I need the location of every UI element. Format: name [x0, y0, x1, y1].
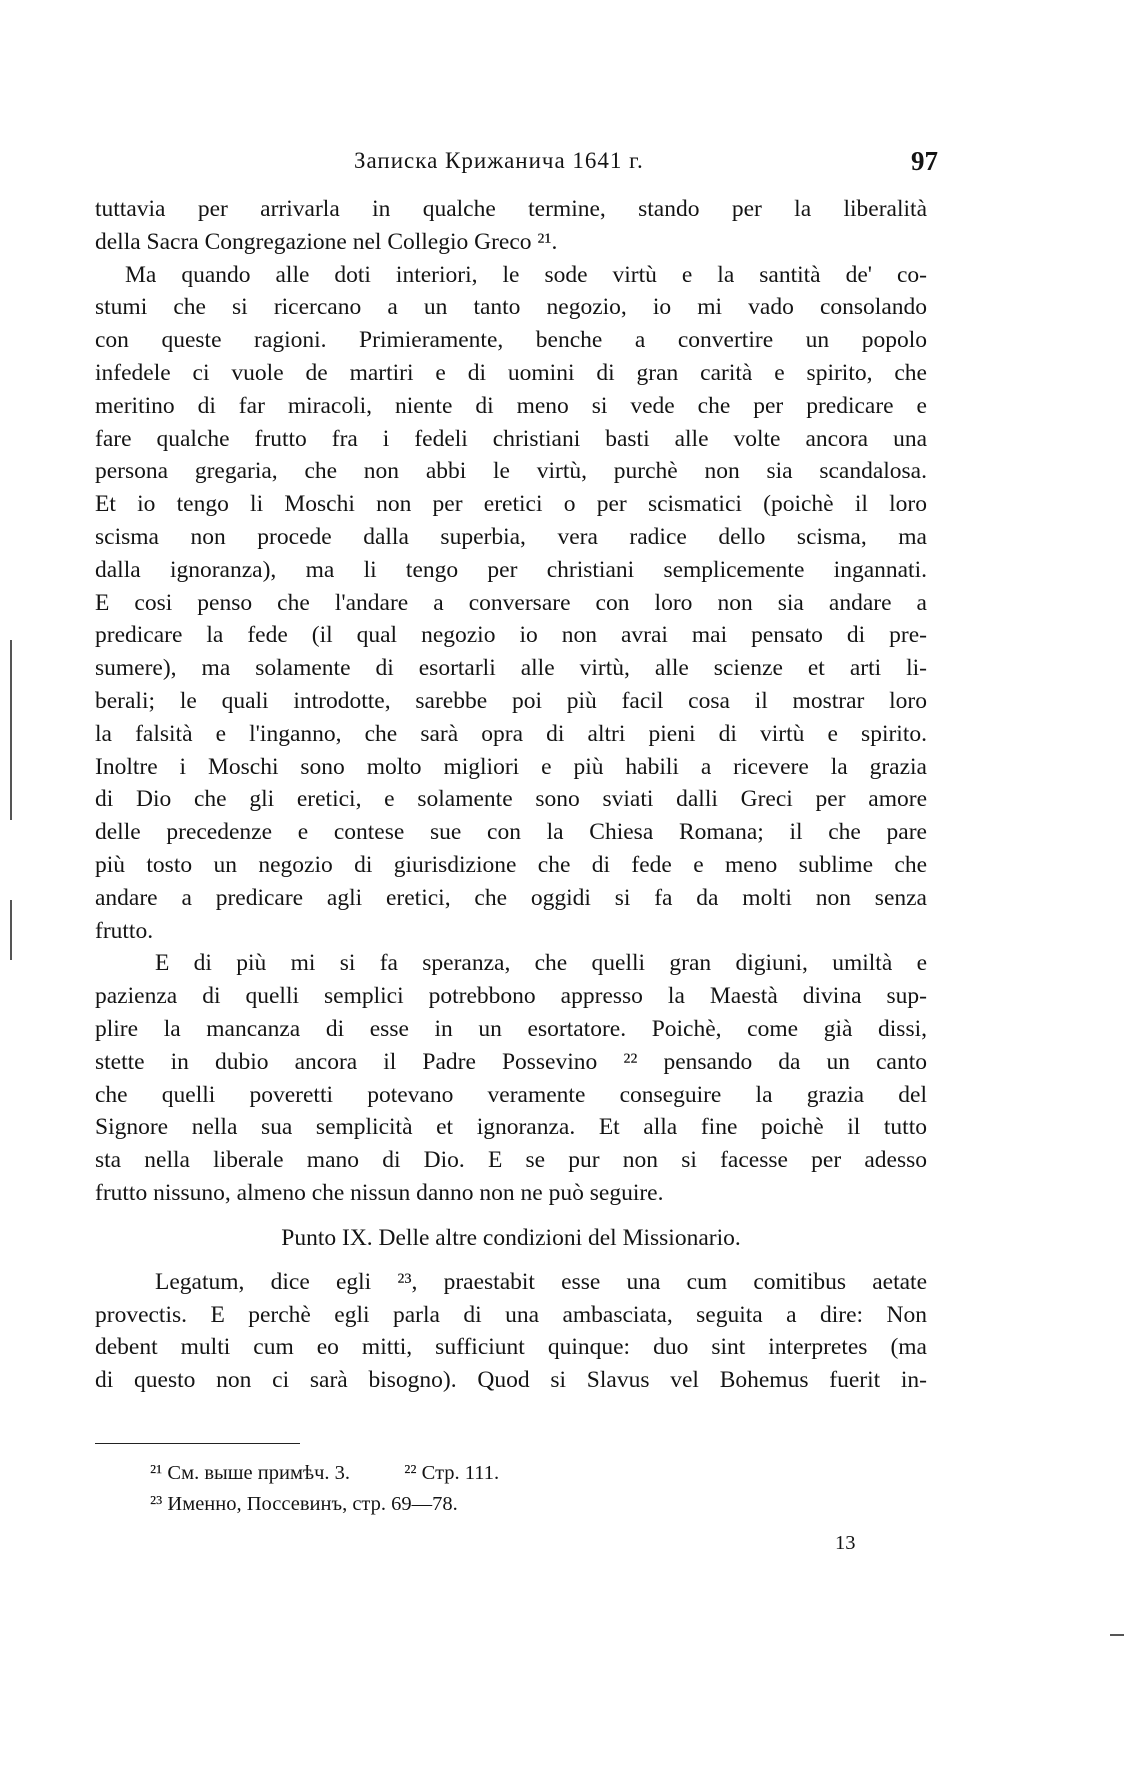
- footnote-row: [150, 1458, 499, 1489]
- margin-mark: [10, 640, 12, 820]
- text-line: la falsità e l'inganno, che sarà opra di altri pieni di virtù e spirito.: [95, 720, 927, 747]
- text-line: meritino di far miracoli, niente di meno si vede che per predicare e: [95, 392, 927, 419]
- text-line: provectis. E perchè egli parla di una ambasciata, seguita a dire: Non: [95, 1301, 927, 1328]
- text-line: scisma non procede dalla superbia, vera radice dello scisma, ma: [95, 523, 927, 550]
- text-line: E cosi penso che l'andare a conversare con loro non sia andare a: [95, 589, 927, 616]
- text-line: di Dio che gli eretici, e solamente sono sviati dalli Greci per amore: [95, 786, 927, 813]
- text-line: dalla ignoranza), ma li tengo per christiani semplicemente ingannati.: [95, 556, 927, 583]
- text-line: pazienza di quelli semplici potrebbono appresso la Maestà divina sup-: [95, 983, 927, 1010]
- footnote-21: ²¹ См. выше примѣч. 3.: [150, 1462, 351, 1484]
- text-line: berali; le quali introdotte, sarebbe poi più facil cosa il mostrar loro: [95, 687, 927, 714]
- text-line: più tosto un negozio di giurisdizione che di fede e meno sublime che: [95, 851, 927, 878]
- text-line: frutto nissuno, almeno che nissun danno non ne può seguire.: [95, 1179, 664, 1206]
- signature-mark: 13: [835, 1532, 856, 1554]
- text-line: sumere), ma solamente di esortarli alle virtù, alle scienze et arti li-: [95, 655, 927, 682]
- footnote-rule: [95, 1443, 300, 1444]
- text-line: di questo non ci sarà bisogno). Quod si Slavus vel Bohemus fuerit in-: [95, 1367, 927, 1394]
- text-line: della Sacra Congregazione nel Collegio Greco ²¹.: [95, 228, 558, 255]
- text-line: debent multi cum eo mitti, sufficiunt quinque: duo sint interpretes (ma: [95, 1334, 927, 1361]
- text-line: persona gregaria, che non abbi le virtù, purchè non sia scandalosa.: [95, 458, 927, 485]
- text-line: andare a predicare agli eretici, che oggidi si fa da molti non senza: [95, 884, 927, 911]
- text-line: predicare la fede (il qual negozio io non avrai mai pensato di pre-: [95, 622, 927, 649]
- page-number: 97: [911, 146, 938, 176]
- running-header: [92, 146, 938, 190]
- text-line: sta nella liberale mano di Dio. E se pur non si facesse per adesso: [95, 1147, 927, 1174]
- text-line: Ma quando alle doti interiori, le sode virtù e la santità de' co-: [125, 261, 927, 288]
- text-line: fare qualche frutto fra i fedeli christiani basti alle volte ancora una: [95, 425, 927, 452]
- text-line: con queste ragioni. Primieramente, benche a convertire un popolo: [95, 327, 927, 354]
- text-line: che quelli poveretti potevano veramente conseguire la grazia del: [95, 1081, 927, 1108]
- footnote-23: ²³ Именно, Поссевинъ, стр. 69—78.: [150, 1493, 458, 1515]
- text-line: Et io tengo li Moschi non per eretici o per scismatici (poichè il loro: [95, 491, 927, 518]
- text-line: frutto.: [95, 917, 154, 944]
- text-line: Legatum, dice egli ²³, praestabit esse una cum comitibus aetate: [155, 1268, 927, 1295]
- text-line: Signore nella sua semplicità et ignoranza. Et alla fine poichè il tutto: [95, 1114, 927, 1141]
- text-line: stette in dubio ancora il Padre Possevino ²² pensando da un canto: [95, 1048, 927, 1075]
- text-line: plire la mancanza di esse in un esortatore. Poichè, come già dissi,: [95, 1015, 927, 1042]
- text-line: E di più mi si fa speranza, che quelli gran digiuni, umiltà e: [155, 950, 927, 977]
- main-text: [95, 193, 927, 1397]
- running-title: Записка Крижанича 1641 г.: [354, 148, 644, 173]
- margin-mark: [1110, 1634, 1124, 1636]
- text-line: Inoltre i Moschi sono molto migliori e più habili a ricevere la grazia: [95, 753, 927, 780]
- section-heading: Punto IX. Delle altre condizioni del Missionario.: [281, 1224, 741, 1251]
- margin-mark: [10, 900, 12, 960]
- text-line: tuttavia per arrivarla in qualche termine, stando per la liberalità: [95, 196, 927, 222]
- footnote-row: [150, 1489, 499, 1520]
- footnotes: [150, 1458, 499, 1520]
- footnote-22: ²² Стр. 111.: [404, 1462, 500, 1484]
- text-line: delle precedenze e contese sue con la Chiesa Romana; il che pare: [95, 819, 927, 846]
- text-line: stumi che si ricercano a un tanto negozio, io mi vado consolando: [95, 294, 927, 321]
- text-line: infedele ci vuole de martiri e di uomini di gran carità e spirito, che: [95, 359, 927, 386]
